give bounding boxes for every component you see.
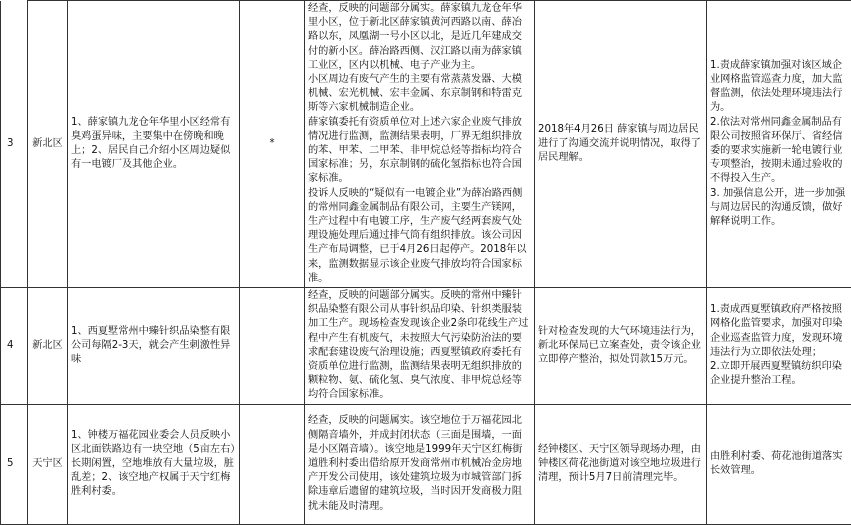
- progress-cell: 针对检查发现的大气环境违法行为，新北环保局已立案查处，责令该企业立即停产整治，拟处罚款15万元。: [535, 288, 707, 405]
- measures-cell: [707, 1, 851, 288]
- measures-cell: [707, 288, 851, 405]
- row-number: 5: [1, 404, 28, 524]
- findings-paragraph: 经查，反映的问题属实。该空地位于万福花园北侧隔音墙外，并成封闭状态（三面是围墙，一面是小区隔音墙）。该空地是1999年天宁区红梅街道胜利村委出借给原开发商常州市机械冶金房地产开发公司使用，该处建筑垃圾为市城管部门拆除违章后遗留的建筑垃圾，当时因开发商极力阻扰未能及时清理。: [308, 414, 531, 513]
- district-cell: 天宁区: [28, 404, 68, 524]
- findings-paragraph: 投诉人反映的“疑似有一电镀企业”为薛冶路西侧的常州同鑫金属制品有限公司，主要生产镁网，生产过程中有电镀工序，生产废气经两套废气处理设施处理后通过排气筒有组织排放。该公司因生产布局调整，已于4月26日起停产。2018年以来，监测数据显示该企业废气排放均符合国家标准。: [308, 187, 531, 286]
- table-row: [1, 404, 851, 524]
- findings-cell: [305, 404, 535, 524]
- complaint-cell: 1、钟楼万福花园业委会人员反映小区北面铁路边有一块空地（5亩左右）长期闲置，空地堆放有大量垃圾，脏乱差；2、该空地产权属于天宁红梅胜利村委。: [68, 404, 240, 524]
- level-cell: [240, 288, 305, 405]
- district-cell: 新北区: [28, 1, 68, 288]
- complaint-cell: 1、西夏墅常州中臻针织品染整有限公司每隔2-3天，就会产生刺激性异味: [68, 288, 240, 405]
- table-row: [1, 1, 851, 288]
- level-cell: [240, 404, 305, 524]
- findings-cell: [305, 288, 535, 405]
- findings-cell: [305, 1, 535, 288]
- row-number: 4: [1, 288, 28, 405]
- findings-paragraph: 经查，反映的问题部分属实。反映的常州中臻针织品染整有限公司从事针织品印染、针织类服装加工生产。现场检查发现该企业2条印花线生产过程中产生有机废气，未按照大气污染防治法的要求配套建设废气治理设施；西夏墅镇政府委托有资质单位进行监测，监测结果表明无组织排放的颗粒物、氨、硫化氢、臭气浓度、非甲烷总烃等均符合国家标准。: [308, 289, 531, 403]
- progress-cell: 2018年4月26日 薛家镇与周边居民进行了沟通交流并说明情况，取得了居民理解。: [535, 1, 707, 288]
- measure-item: 3. 加强信息公开，进一步加强与周边居民的沟通反馈，做好解释说明工作。: [710, 187, 848, 230]
- measure-item: 由胜利村委、荷花池街道落实长效管理。: [710, 450, 848, 478]
- findings-paragraph: 经查，反映的问题部分属实。薛家镇九龙仓年华里小区，位于新北区薛家镇黄河西路以南、薛冶路以东，凤凰湖一号小区以北，是近几年建成交付的新小区。薛冶路西侧、汉江路以南为薛家镇工业区，区内以机械、电子产业为主。: [308, 2, 531, 73]
- measure-item: 1.责成薛家镇加强对该区域企业网格监管巡查力度，加大监督监测，依法处理环境违法行为。: [710, 59, 848, 116]
- level-cell: *: [240, 1, 305, 288]
- progress-cell: 经钟楼区、天宁区领导现场办理，由钟楼区荷花池街道对该空地垃圾进行清理，预计5月7日前清理完毕。: [535, 404, 707, 524]
- row-number: 3: [1, 1, 28, 288]
- measure-item: 2.立即开展西夏墅镇纺织印染企业提升整治工程。: [710, 360, 848, 388]
- measure-item: 2.依法对常州同鑫金属制品有限公司按照省环保厅、省经信委的要求实施新一轮电镀行业专项整治，按期未通过验收的不得投入生产。: [710, 116, 848, 187]
- measure-item: 1.责成西夏墅镇政府严格按照网格化监管要求，加强对印染企业巡查监管力度，发现环境违法行为立即依法处理；: [710, 303, 848, 360]
- complaint-cell: 1、薛家镇九龙仓年华里小区经常有臭鸡蛋异味，主要集中在傍晚和晚上；2、居民自己介绍小区周边疑似有一电镀厂及其他企业。: [68, 1, 240, 288]
- district-cell: 新北区: [28, 288, 68, 405]
- measures-cell: [707, 404, 851, 524]
- findings-paragraph: 小区周边有废气产生的主要有常蒸蒸发器、大模机械、宏光机械、宏丰金属、东京制钢和特雷克斯等六家机械制造企业。: [308, 73, 531, 116]
- findings-paragraph: 薛家镇委托有资质单位对上述六家企业废气排放情况进行监测，监测结果表明，厂界无组织排放的苯、甲苯、二甲苯、非甲烷总烃等指标均符合国家标准；另，东京制钢的硫化氢指标也符合国家标准。: [308, 116, 531, 187]
- table-row: [1, 288, 851, 405]
